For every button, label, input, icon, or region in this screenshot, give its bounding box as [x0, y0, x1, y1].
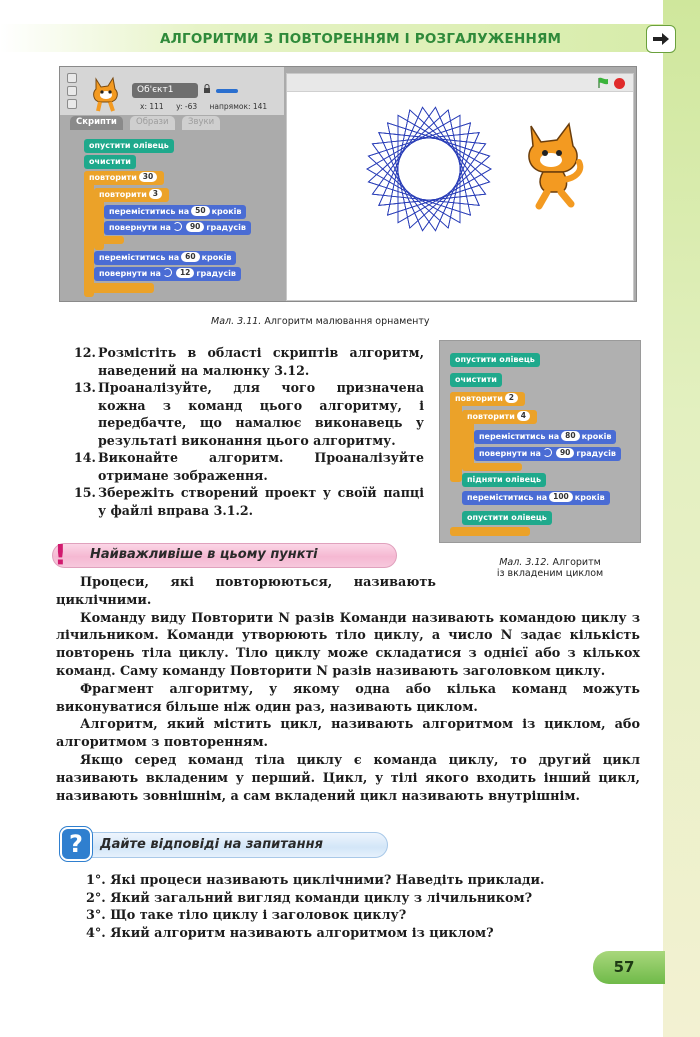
move-steps-value[interactable]: 100: [549, 492, 573, 502]
figure-caption-text: із вкладеним циклом: [496, 568, 604, 579]
question-icon: ?: [60, 827, 92, 861]
coord-direction: напрямок: 141: [209, 102, 268, 111]
steps-label: кроків: [581, 432, 612, 441]
step-number: 13.: [74, 380, 96, 395]
stop-icon[interactable]: [614, 78, 625, 89]
rotate-icon: [543, 448, 552, 457]
sprite-info-panel: [60, 67, 284, 115]
turn-label: повернути на: [479, 449, 541, 458]
repeat-count[interactable]: 3: [149, 189, 162, 199]
cat-sprite-icon: [517, 120, 587, 210]
block-pen-down[interactable]: опустити олівець: [450, 353, 540, 367]
step-text: Проаналізуйте, для чого призначена кожна з команд цього алгоритму, і передбачте, що намалює виконавець у результаті виконання цього алгоритму.: [98, 380, 424, 448]
steps-label: кроків: [574, 493, 605, 502]
next-page-button[interactable]: [646, 25, 676, 53]
toolbar-button[interactable]: [67, 99, 77, 109]
scratch-editor-figure-1: [59, 66, 637, 302]
step-text: Збережіть створений проект у своїй папці у файлі вправа 3.1.2.: [98, 485, 424, 518]
turn-degrees-value[interactable]: 90: [556, 448, 574, 458]
turn-degrees-value[interactable]: 12: [176, 268, 194, 278]
chapter-title: АЛГОРИТМИ З ПОВТОРЕННЯМ І РОЗГАЛУЖЕННЯМ: [160, 31, 562, 47]
repeat-label: повторити: [89, 173, 137, 182]
sprite-coords: [140, 102, 277, 111]
list-item: [74, 379, 424, 449]
degrees-label: градусів: [576, 449, 616, 458]
paragraph: Процеси, які повторюються, називають циклічними.: [56, 575, 436, 608]
turn-degrees-value[interactable]: 90: [186, 222, 204, 232]
tab-sounds[interactable]: Звуки: [182, 116, 220, 130]
block-clear[interactable]: очистити: [450, 373, 502, 387]
move-label: переміститись на: [109, 207, 190, 216]
rotate-icon: [163, 268, 172, 277]
tab-scripts[interactable]: Скрипти: [70, 116, 123, 130]
paragraph: Команду виду Повторити N разів Команди називають командою циклу з лічильником. Команди утворюють тіло циклу, а число N задає кількість повторень тіла циклу. Тіло циклу може складатися з однієї або з кількох команд. Саму команду Повторити N разів називають заголовком циклу.: [56, 610, 640, 679]
block-move[interactable]: [94, 251, 236, 265]
sprite-name-field[interactable]: Об'єкт1: [132, 83, 198, 98]
figure-caption: [211, 316, 430, 327]
questions-list: [86, 872, 545, 942]
move-steps-value[interactable]: 50: [191, 206, 209, 216]
move-label: переміститись на: [479, 432, 560, 441]
figure-label: Мал. 3.11.: [211, 316, 262, 327]
block-turn[interactable]: [474, 447, 621, 461]
list-item: 2°. Який загальний вигляд команди циклу з лічильником?: [86, 890, 533, 906]
block-move[interactable]: [104, 205, 246, 219]
repeat-count[interactable]: 4: [517, 411, 530, 421]
step-text: Розмістіть в області скриптів алгоритм, наведений на малюнку 3.12.: [98, 345, 424, 378]
turn-label: повернути на: [99, 269, 161, 278]
block-move[interactable]: [474, 430, 616, 444]
figure-label: Мал. 3.12.: [499, 557, 550, 568]
block-repeat-inner[interactable]: [94, 188, 169, 202]
key-points-text: [56, 574, 640, 805]
list-item: 3°. Що таке тіло циклу і заголовок циклу?: [86, 908, 407, 923]
repeat-outer-body: [84, 171, 94, 297]
block-move[interactable]: [462, 491, 610, 505]
repeat-label: повторити: [455, 394, 503, 403]
lock-icon: [203, 84, 211, 94]
list-item: [74, 449, 424, 484]
step-number: 15.: [74, 485, 96, 500]
repeat-count[interactable]: 30: [139, 172, 157, 182]
list-item: 1°. Які процеси називають циклічними? Наведіть приклади.: [86, 873, 545, 888]
steps-label: кроків: [211, 207, 242, 216]
block-pen-up[interactable]: підняти олівець: [462, 473, 546, 487]
coord-x: x: 111: [140, 102, 164, 111]
direction-indicator: [216, 89, 238, 93]
page-side-band: [663, 0, 700, 1037]
repeat-outer-end: [450, 527, 530, 536]
repeat-label: повторити: [467, 412, 515, 421]
block-turn[interactable]: [94, 267, 241, 281]
block-repeat-inner[interactable]: [462, 410, 537, 424]
repeat-label: повторити: [99, 190, 147, 199]
toolbar-button[interactable]: [67, 73, 77, 83]
toolbar-button[interactable]: [67, 86, 77, 96]
page-number: 57: [593, 951, 665, 984]
step-number: 14.: [74, 450, 96, 465]
move-label: переміститись на: [99, 253, 180, 262]
degrees-label: градусів: [206, 223, 246, 232]
arrow-right-icon: [652, 32, 670, 46]
scratch-script-figure-2: [439, 340, 641, 543]
paragraph: Якщо серед команд тіла циклу є команда циклу, то другий цикл називають вкладеним у перший. Цикл, у тілі якого входить інший цикл, називають зовнішнім, а сам вкладений цикл називають внутрішнім.: [56, 752, 640, 804]
figure-caption-text: Алгоритм малювання орнаменту: [264, 316, 430, 327]
repeat-count[interactable]: 2: [505, 393, 518, 403]
green-flag-icon[interactable]: [597, 77, 609, 89]
figure-caption-text: Алгоритм: [552, 557, 601, 568]
cat-sprite-icon: [88, 75, 124, 113]
stage: [286, 73, 634, 301]
repeat-inner-end: [462, 463, 522, 471]
repeat-inner-end: [94, 236, 124, 244]
block-repeat-outer[interactable]: [84, 171, 164, 185]
exclamation-icon: !: [54, 538, 67, 571]
block-turn[interactable]: [104, 221, 251, 235]
section-title: Найважливіше в цьому пункті: [90, 547, 318, 562]
turn-label: повернути на: [109, 223, 171, 232]
steps-label: кроків: [201, 253, 232, 262]
step-number: 12.: [74, 345, 96, 360]
list-item: 4°. Який алгоритм називають алгоритмом із циклом?: [86, 925, 494, 941]
block-pen-down[interactable]: опустити олівець: [84, 139, 174, 153]
block-pen-down[interactable]: опустити олівець: [462, 511, 552, 525]
stage-toolbar: [287, 74, 633, 92]
tab-costumes[interactable]: Образи: [130, 116, 175, 130]
block-repeat-outer[interactable]: [450, 392, 525, 406]
spiral-ornament-drawing: [359, 99, 499, 239]
list-item: [74, 344, 424, 379]
block-clear[interactable]: очистити: [84, 155, 136, 169]
move-steps-value[interactable]: 80: [561, 431, 579, 441]
list-item: [74, 484, 424, 519]
section-title: Дайте відповіді на запитання: [100, 837, 323, 852]
coord-y: y: -63: [176, 102, 198, 111]
move-steps-value[interactable]: 60: [181, 252, 199, 262]
degrees-label: градусів: [196, 269, 236, 278]
step-text: Виконайте алгоритм. Проаналізуйте отримане зображення.: [98, 450, 424, 483]
paragraph: Фрагмент алгоритму, у якому одна або кілька команд можуть виконуватися більше ніж один раз, називають циклом.: [56, 681, 640, 715]
task-steps-list: [74, 344, 424, 519]
paragraph: Алгоритм, який містить цикл, називають алгоритмом із циклом, або алгоритмом з повторенням.: [56, 717, 640, 751]
move-label: переміститись на: [467, 493, 548, 502]
repeat-outer-end: [84, 283, 154, 293]
rotate-icon: [173, 222, 182, 231]
